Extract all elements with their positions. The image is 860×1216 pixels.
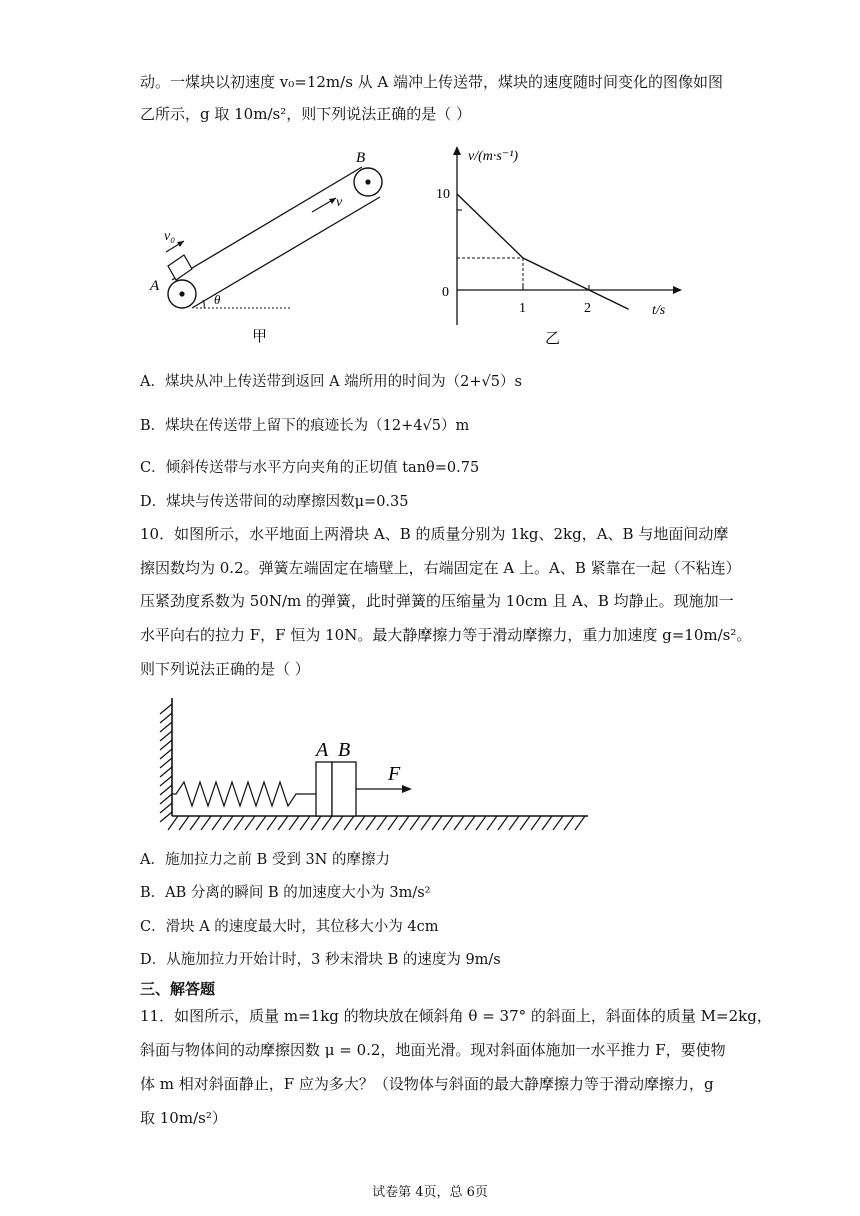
- velocity-time-graph: [420, 140, 690, 350]
- q9-option-b: B．煤块在传送带上留下的痕迹长为（12+4√5）m: [140, 418, 470, 434]
- ground-hatch-line: [278, 816, 288, 830]
- label-b: B: [356, 150, 366, 166]
- wall-hatch-line: [160, 812, 172, 822]
- ground-hatch-line: [476, 816, 486, 830]
- q9-text-line-1: 动。一煤块以初速度 v₀=12m/s 从 A 端冲上传送带，煤块的速度随时间变化的图像如图: [140, 73, 724, 91]
- ground-hatch-line: [168, 816, 178, 830]
- ground-hatch-line: [190, 816, 200, 830]
- graph-ylabel: v/(m·s⁻¹): [468, 149, 519, 164]
- ground-hatch-line: [553, 816, 563, 830]
- ground-hatch-line: [498, 816, 508, 830]
- wall-hatch-line: [160, 740, 172, 750]
- graph-y-arrow: [453, 146, 461, 155]
- q11-text-line-4: 取 10m/s²）: [140, 1109, 227, 1127]
- q10-option-d: D．从施加拉力开始计时，3 秒末滑块 B 的速度为 9m/s: [140, 952, 501, 968]
- wall-hatch-line: [160, 803, 172, 813]
- tick-x-1: 1: [519, 301, 526, 316]
- label-a: A: [150, 278, 160, 294]
- tick-x-2: 2: [584, 301, 591, 316]
- ground-hatch-line: [388, 816, 398, 830]
- q10-text-line-1: 10．如图所示，水平地面上两滑块 A、B 的质量分别为 1kg、2kg，A、B 与地面间动摩: [140, 525, 729, 543]
- coal-block: [168, 255, 192, 280]
- label-theta: θ: [214, 292, 221, 307]
- page-footer: 试卷第 4页，总 6页: [372, 1185, 488, 1200]
- wall-hatch-line: [160, 713, 172, 723]
- spring-blocks-figure: [148, 690, 598, 840]
- ground-hatch-line: [289, 816, 299, 830]
- q9-option-a: A．煤块从冲上传送带到返回 A 端所用的时间为（2+√5）s: [140, 374, 522, 390]
- q10-text-line-4: 水平向右的拉力 F，F 恒为 10N。最大静摩擦力等于滑动摩擦力，重力加速度 g=10m/s²。: [140, 626, 752, 644]
- ground-hatch-line: [410, 816, 420, 830]
- q9-option-c: C．倾斜传送带与水平方向夹角的正切值 tanθ=0.75: [140, 460, 480, 476]
- ground-hatch-line: [311, 816, 321, 830]
- section-heading: 三、解答题: [140, 980, 216, 998]
- tick-origin: 0: [442, 285, 449, 300]
- conveyor-belt-figure: [140, 140, 400, 350]
- ground-hatch-line: [223, 816, 233, 830]
- q11-text-line-3: 体 m 相对斜面静止，F 应为多大？（设物体与斜面的最大静摩擦力等于滑动摩擦力，g: [140, 1075, 714, 1093]
- wall-hatch-line: [160, 776, 172, 786]
- ground-hatch-line: [201, 816, 211, 830]
- q10-option-c: C．滑块 A 的速度最大时，其位移大小为 4cm: [140, 919, 439, 935]
- ground-hatch-line: [509, 816, 519, 830]
- ground-hatch-line: [465, 816, 475, 830]
- graph-x-arrow: [673, 286, 682, 294]
- ground-hatch-line: [234, 816, 244, 830]
- ground-hatch-line: [531, 816, 541, 830]
- ground-hatch-line: [344, 816, 354, 830]
- q11-text-line-1: 11．如图所示，质量 m=1kg 的物块放在倾斜角 θ = 37° 的斜面上，斜面体的质量 M=2kg，: [140, 1007, 772, 1025]
- q10-text-line-3: 压紧劲度系数为 50N/m 的弹簧，此时弹簧的压缩量为 10cm 且 A、B 均静止。现施加一: [140, 592, 734, 610]
- series-line: [457, 194, 629, 309]
- caption-jia: 甲: [252, 329, 268, 345]
- ground-hatch-line: [300, 816, 310, 830]
- graph-xlabel: t/s: [652, 303, 666, 318]
- tick-y-10: 10: [436, 187, 450, 202]
- block-b: [332, 762, 356, 816]
- ground-hatch-line: [520, 816, 530, 830]
- wall-hatch-line: [160, 731, 172, 741]
- ground-hatch-line: [322, 816, 332, 830]
- wall-hatch-line: [160, 722, 172, 732]
- ground-hatch-line: [333, 816, 343, 830]
- ground-hatch-line: [256, 816, 266, 830]
- ground-hatch-line: [542, 816, 552, 830]
- label-block-b: B: [338, 739, 351, 761]
- ground-hatch-line: [443, 816, 453, 830]
- ground-hatch-line: [454, 816, 464, 830]
- ground-hatch-line: [487, 816, 497, 830]
- ground-hatch-line: [245, 816, 255, 830]
- ground-hatch-line: [399, 816, 409, 830]
- q9-text-line-2: 乙所示，g 取 10m/s²，则下列说法正确的是（ ）: [140, 105, 471, 123]
- ground-hatch-line: [377, 816, 387, 830]
- ground-hatch-line: [179, 816, 189, 830]
- q10-option-b: B．AB 分离的瞬间 B 的加速度大小为 3m/s²: [140, 885, 431, 901]
- ground-hatch-line: [564, 816, 574, 830]
- label-force-f: F: [388, 763, 401, 785]
- wall-hatch-line: [160, 767, 172, 777]
- ground-hatch-line: [212, 816, 222, 830]
- q10-option-a: A．施加拉力之前 B 受到 3N 的摩擦力: [140, 852, 390, 868]
- q9-option-d: D．煤块与传送带间的动摩擦因数μ=0.35: [140, 494, 409, 510]
- q10-text-line-5: 则下列说法正确的是（ ）: [140, 660, 310, 678]
- ground-hatch-line: [355, 816, 365, 830]
- ground-hatch-line: [432, 816, 442, 830]
- caption-yi: 乙: [545, 331, 561, 347]
- ground-hatch-line: [267, 816, 277, 830]
- wall-hatch-line: [160, 785, 172, 795]
- wall-hatch-line: [160, 758, 172, 768]
- spring: [172, 782, 316, 806]
- block-a: [316, 762, 332, 816]
- ground-hatch-line: [366, 816, 376, 830]
- ground-hatch-line: [421, 816, 431, 830]
- wall-hatch-line: [160, 794, 172, 804]
- ground-hatch-line: [575, 816, 585, 830]
- label-v: v: [336, 195, 343, 210]
- label-block-a: A: [316, 739, 329, 761]
- q11-text-line-2: 斜面与物体间的动摩擦因数 μ = 0.2，地面光滑。现对斜面体施加一水平推力 F，要使物: [140, 1041, 726, 1059]
- wall-hatch-line: [160, 704, 172, 714]
- wall-hatch-line: [160, 749, 172, 759]
- label-v0: v₀: [164, 229, 176, 244]
- q10-text-line-2: 擦因数均为 0.2。弹簧左端固定在墙壁上，右端固定在 A 上。A、B 紧靠在一起（不粘连）: [140, 559, 741, 577]
